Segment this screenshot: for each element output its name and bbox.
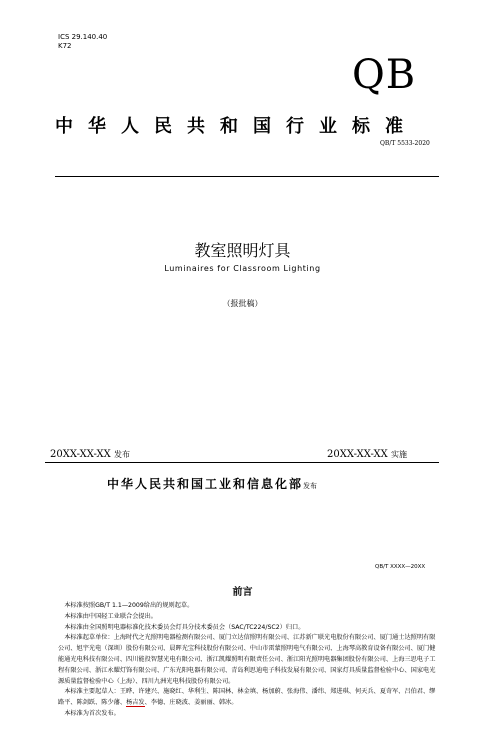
- publish-label: 发布: [113, 450, 130, 459]
- issuer-suffix: 发布: [303, 482, 318, 490]
- preface-heading: 前言: [232, 587, 253, 598]
- preface-paragraph: 本标准由全国照明电器标准化技术委员会灯具分技术委员会（SAC/TC224/SC2）归口。: [64, 623, 305, 631]
- document-english-title: Luminaires for Classroom Lighting: [164, 264, 321, 273]
- issuer-name: 中华人民共和国工业和信息化部: [107, 477, 304, 491]
- classification-codes: [58, 33, 107, 51]
- drafters-suffix: 、李德、庄晓波、姜丽丽、韩冰。: [144, 699, 238, 707]
- draft-status: （报批稿）: [222, 299, 263, 308]
- page-header-code: QB/T XXXX—20XX: [375, 564, 426, 570]
- standard-type-title: 中华人民共和国行业标准: [55, 116, 418, 137]
- date-divider: [45, 462, 439, 463]
- qb-logo: QB: [352, 52, 417, 98]
- header-divider: [55, 176, 439, 177]
- preface-body: [58, 601, 438, 720]
- issuing-authority: [107, 475, 317, 492]
- document-title: 教室照明灯具: [194, 241, 291, 260]
- preface-paragraph: 本标准由中国轻工业联合会提出。: [64, 612, 157, 620]
- implement-date: 20XX-XX-XX: [327, 449, 388, 460]
- implement-date-block: [327, 449, 407, 460]
- ics-code: ICS 29.140.40: [58, 33, 108, 41]
- drafters-prefix: 本标准主要起草人：王晔、许建兴、施晓红、华利生、陈国林、林金填、杨加蔚、张海伟、潘纬、郑进琪、何天兵、夏奇军、吕伯君、缪路平、陈剑跃、陈少藩、: [58, 688, 436, 707]
- implement-label: 实施: [390, 450, 407, 459]
- standard-number: QB/T 5533-2020: [380, 140, 430, 147]
- publish-date: 20XX-XX-XX: [50, 449, 111, 460]
- preface-paragraph: 本标准起草单位：上海时代之光照明电器检测有限公司、厦门立达信照明有限公司、江苏新广联光电股份有限公司、厦门通士达照明有限公司、旭宇光电（深圳）股份有限公司、晨晖光宝科技股份有限公司、中山市雷蒙照明电气有限公司、上海琴高教育设备有限公司、厦门健能通光电科技有限公司、四川能投智慧光电有限公司、浙江凯耀照明有限责任公司、浙江阳光照明电器集团股份有限公司、上海三思电子工程有限公司、浙江永耀灯饰有限公司、广东光阳电器有限公司、青岛利思迪电子科技发展有限公司、国家灯具质量监督检验中心、国家电光源质量监督检验中心（上海）、四川九洲光电科技股份有限公司。: [58, 634, 436, 685]
- publish-date-block: [50, 449, 130, 460]
- preface-paragraph-drafters: [58, 687, 438, 709]
- preface-paragraph: 本标准为首次发布。: [64, 709, 120, 717]
- drafters-underlined-name: 杨吉发: [126, 699, 145, 707]
- preface-paragraph: 本标准按照GB/T 1.1—2009给出的规则起草。: [64, 602, 194, 609]
- ccs-code: K72: [58, 42, 72, 50]
